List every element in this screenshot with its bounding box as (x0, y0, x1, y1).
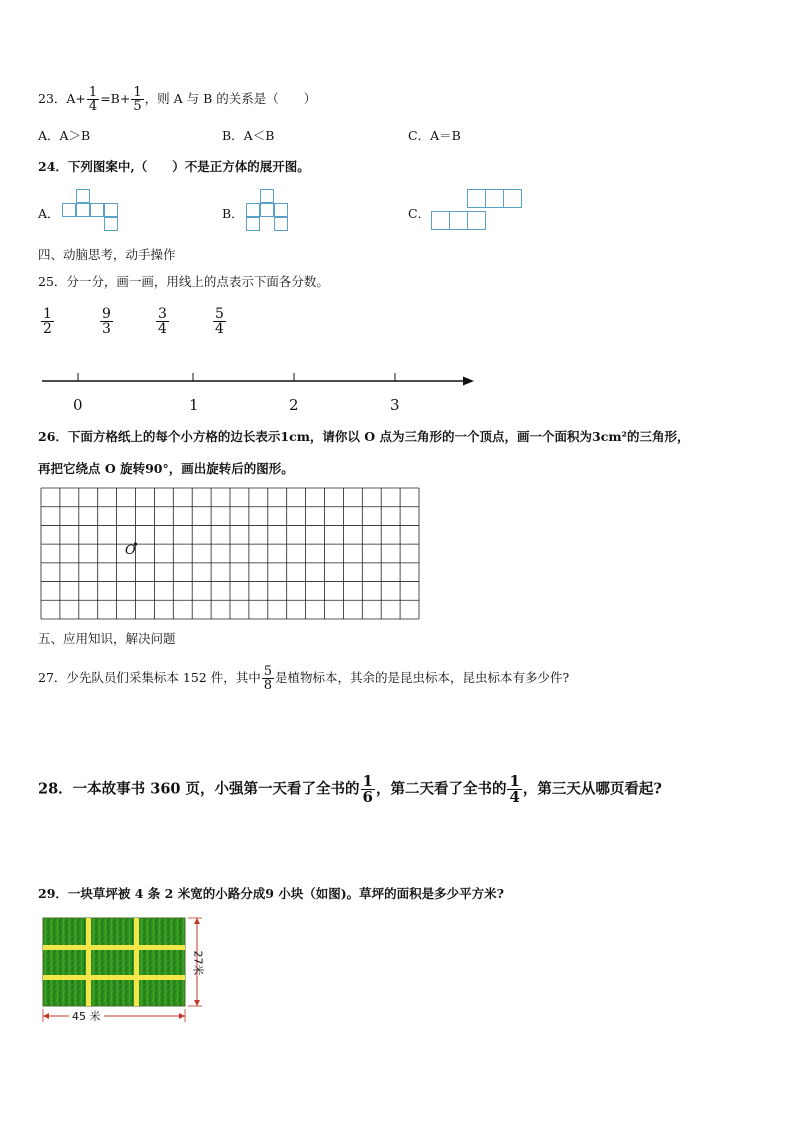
net-square (62, 203, 76, 217)
frac-den: 8 (263, 678, 272, 693)
frac-num: 1 (133, 85, 142, 100)
frac-den: 4 (88, 99, 98, 114)
q25-fraction-2 (99, 307, 114, 336)
square-grid[interactable] (40, 487, 422, 622)
net-square (467, 211, 486, 230)
q23-tail: ，则 A 与 B 的关系是（ ） (144, 91, 317, 106)
q24-option-c-label[interactable]: C． (408, 206, 431, 221)
number-line[interactable] (38, 368, 478, 392)
q24-option-a-net[interactable] (62, 189, 122, 233)
frac-num: 1 (88, 85, 98, 100)
point-o-label: O (125, 543, 136, 558)
tick-label-2: 2 (289, 396, 299, 414)
net-square (246, 203, 260, 217)
q23-stem (38, 86, 316, 113)
q27-pre: 27．少先队员们采集标本 152 件，其中 (38, 670, 261, 685)
q25-fraction-3 (155, 307, 170, 336)
fraction-1-4 (87, 86, 99, 113)
net-square (260, 189, 274, 203)
q27-post: 是植物标本，其余的是昆虫标本，昆虫标本有多少件? (275, 670, 570, 685)
tick-label-0: 0 (73, 396, 83, 414)
net-square (246, 217, 260, 231)
q29-stem: 29．一块草坪被 4 条 2 米宽的小路分成9 小块（如图)。草坪的面积是多少平方米? (38, 886, 504, 901)
tick-label-3: 3 (390, 396, 400, 414)
frac-num: 3 (158, 306, 167, 322)
net-square (104, 203, 118, 217)
net-square (260, 203, 274, 217)
frac-num: 9 (102, 306, 111, 322)
q28-stem (38, 774, 662, 805)
tick-label-1: 1 (189, 396, 199, 414)
frac-den: 4 (509, 788, 520, 806)
height-label: 27米 (191, 950, 205, 976)
net-square (274, 203, 288, 217)
number-line-arrow (463, 377, 474, 386)
net-square (90, 203, 104, 217)
arrow-left (43, 1013, 49, 1019)
frac-den: 6 (362, 788, 373, 806)
q23-option-a[interactable]: A．A＞B (38, 128, 91, 143)
net-square (467, 189, 486, 208)
frac-den: 5 (133, 99, 142, 114)
q24-option-c-net[interactable] (431, 189, 523, 233)
arrow-right (179, 1013, 185, 1019)
frac-num: 1 (43, 306, 52, 322)
path-horizontal (43, 975, 185, 980)
q26-stem-line1: 26．下面方格纸上的每个小方格的边长表示1cm，请你以 O 点为三角形的一个顶点，画一个面积为3cm²的三角形， (38, 429, 690, 444)
q23-mid: =B+ (100, 91, 131, 106)
q24-stem: 24．下列图案中,（ ）不是正方体的展开图。 (38, 159, 310, 174)
fraction-5-8 (262, 665, 274, 692)
section-title-5: 五、应用知识，解决问题 (38, 631, 176, 646)
arrow-down (194, 1000, 200, 1006)
frac-den: 4 (215, 321, 224, 337)
net-square (485, 189, 504, 208)
q23-option-c[interactable]: C．A＝B (408, 128, 461, 143)
q27-stem (38, 665, 569, 692)
width-label: 45 米 (69, 1008, 104, 1024)
path-vertical (86, 918, 91, 1006)
q23-lhs: A+ (66, 91, 86, 106)
net-square (76, 203, 90, 217)
section-title-4: 四、动脑思考，动手操作 (38, 247, 176, 262)
q28-mid: ，第二天看了全书的 (375, 780, 507, 798)
q25-stem: 25．分一分，画一画，用线上的点表示下面各分数。 (38, 274, 329, 289)
path-horizontal (43, 945, 185, 950)
q28-post: ，第三天从哪页看起? (522, 780, 662, 798)
q26-stem-line2: 再把它绕点 O 旋转90°，画出旋转后的图形。 (38, 461, 294, 476)
q25-fraction-4 (212, 307, 227, 336)
path-vertical (134, 918, 139, 1006)
net-square (503, 189, 522, 208)
frac-num: 1 (362, 772, 373, 790)
lawn-area (43, 918, 185, 1006)
net-square (76, 189, 90, 203)
frac-den: 2 (43, 321, 52, 337)
q25-fraction-1 (40, 307, 55, 336)
frac-den: 3 (102, 321, 111, 337)
q28-pre: 28．一本故事书 360 页，小强第一天看了全书的 (38, 780, 360, 798)
q24-option-b-net[interactable] (246, 189, 292, 233)
net-square (274, 217, 288, 231)
net-square (449, 211, 468, 230)
q23-option-b[interactable]: B．A＜B (222, 128, 275, 143)
net-square (431, 211, 450, 230)
frac-num: 5 (263, 664, 272, 679)
frac-den: 4 (158, 321, 167, 337)
fraction-1-4 (507, 774, 521, 805)
frac-num: 1 (509, 772, 520, 790)
frac-num: 5 (215, 306, 224, 322)
fraction-1-6 (361, 774, 375, 805)
fraction-1-5 (131, 86, 143, 113)
q23-number: 23． (38, 91, 67, 106)
q24-option-a-label[interactable]: A． (38, 206, 60, 221)
net-square (104, 217, 118, 231)
arrow-up (194, 918, 200, 924)
q24-option-b-label[interactable]: B． (222, 206, 244, 221)
